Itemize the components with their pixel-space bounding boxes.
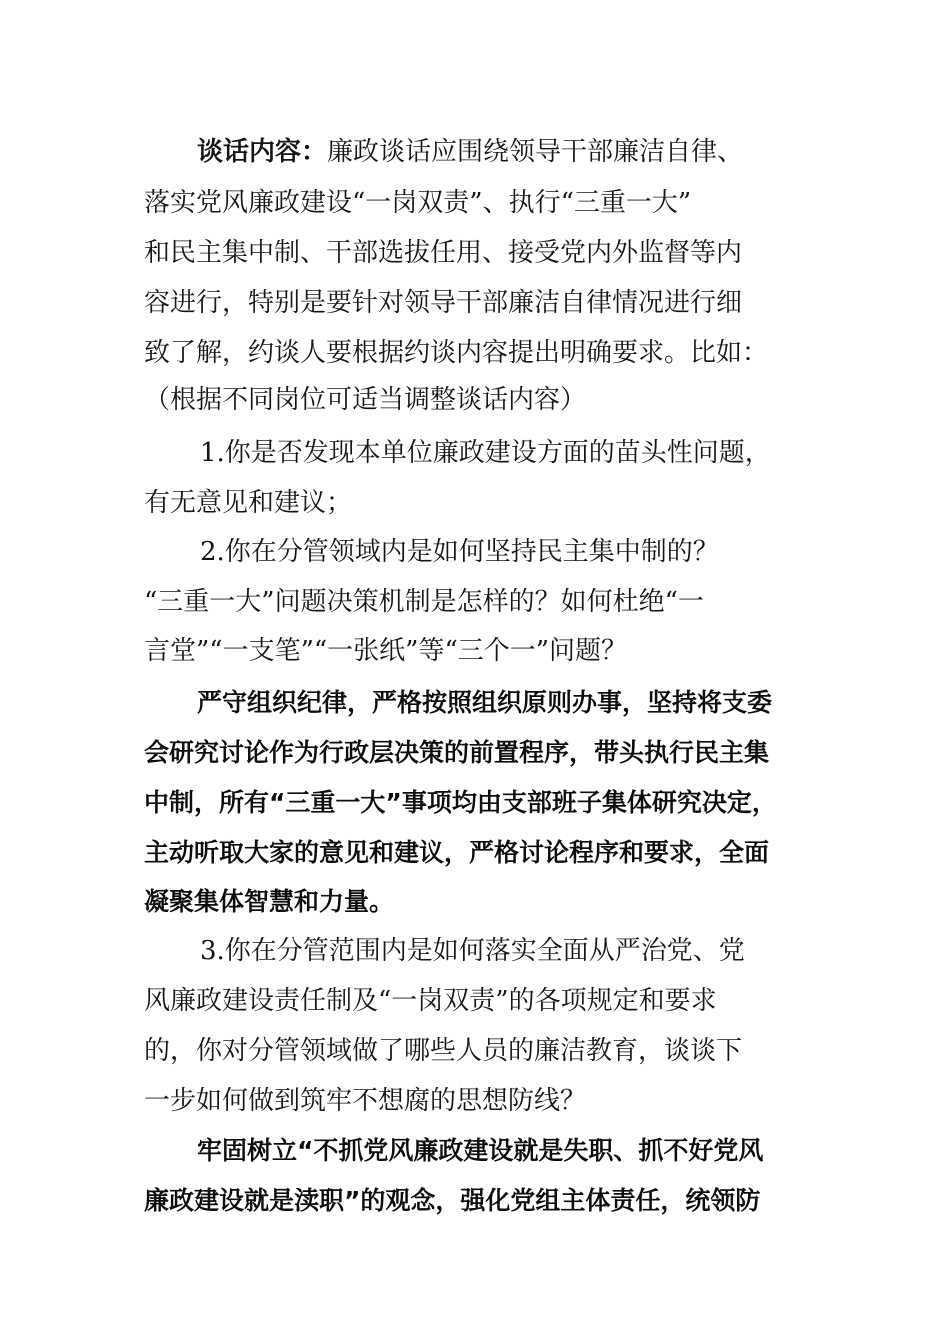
question-3-line-2: 风廉政建设责任制及“一岗双责”的各项规定和要求 [144,986,717,1016]
answer-2-line-5: 凝聚集体智慧和力量。 [144,887,395,916]
intro-line-5: 致了解，约谈人要根据约谈内容提出明确要求。比如： [144,338,769,368]
question-2-line-1: 2.你在分管领域内是如何坚持民主集中制的？ [200,537,719,567]
question-2-line-3: 言堂”“一支笔”“一张纸”等“三个一”问题？ [144,636,628,666]
question-3-line-1: 3.你在分管范围内是如何落实全面从严治党、党 [200,936,745,966]
answer-2-line-2: 会研究讨论作为行政层决策的前置程序，带头执行民主集 [144,738,770,767]
question-1-line-1: 1.你是否发现本单位廉政建设方面的苗头性问题， [200,438,771,468]
question-3-line-4: 一步如何做到筑牢不想腐的思想防线？ [144,1086,587,1116]
intro-line-1-text: 廉政谈话应围绕领导干部廉洁自律、 [327,137,744,167]
answer-2-line-3: 中制，所有“三重一大”事项均由支部班子集体研究决定， [144,788,777,817]
answer-2-line-4: 主动听取大家的意见和建议，严格讨论程序和要求，全面 [144,838,770,867]
question-1-line-2: 有无意见和建议； [144,488,353,518]
intro-line-6: （根据不同岗位可适当调整谈话内容） [144,385,587,415]
answer-3-line-1: 牢固树立“不抓党风廉政建设就是失职、抓不好党风 [197,1136,764,1165]
intro-line-4: 容进行，特别是要针对领导干部廉洁自律情况进行细 [144,288,743,318]
answer-2-line-1: 严守组织纪律，严格按照组织原则办事，坚持将支委 [197,688,773,717]
intro-lead: 谈话内容： [197,137,328,167]
question-2-line-2: “三重一大”问题决策机制是怎样的？如何杜绝“一 [144,587,704,617]
intro-line-3: 和民主集中制、干部选拔任用、接受党内外监督等内 [144,238,743,268]
intro-line-1 [197,135,743,169]
question-3-line-3: 的，你对分管领域做了哪些人员的廉洁教育，谈谈下 [144,1036,743,1066]
intro-line-2: 落实党风廉政建设“一岗双责”、执行“三重一大” [144,188,692,218]
answer-3-line-2: 廉政建设就是渎职”的观念，强化党组主体责任，统领防 [144,1186,761,1215]
